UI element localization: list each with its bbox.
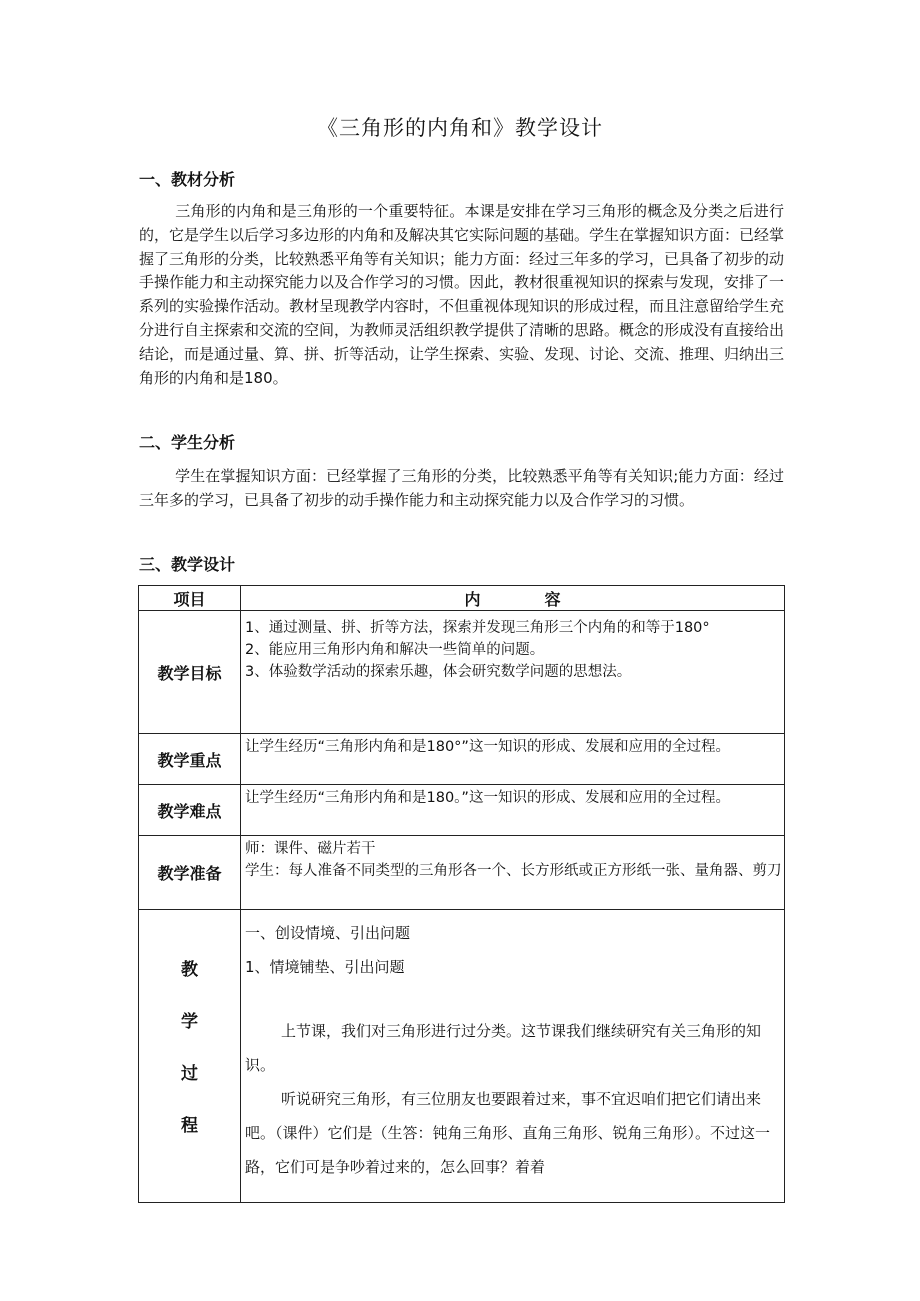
process-label-char: 过 xyxy=(181,1064,198,1084)
difficulty-text: 让学生经历“三角形内角和是180。”这一知识的形成、发展和应用的全过程。 xyxy=(245,790,730,806)
row-content-preparation xyxy=(241,836,785,910)
table-row xyxy=(139,734,785,785)
table-row xyxy=(139,910,785,1203)
preparation-line: 师：课件、磁片若干 xyxy=(245,841,376,857)
row-content-key-point xyxy=(241,734,785,785)
key-point-text: 让学生经历“三角形内角和是180°”这一知识的形成、发展和应用的全过程。 xyxy=(245,739,730,755)
row-label-preparation: 教学准备 xyxy=(139,836,241,910)
section-text-student-analysis xyxy=(139,465,784,513)
process-heading-2: 1、情境铺垫、引出问题 xyxy=(245,958,405,976)
objective-line: 2、能应用三角形内角和解决一些简单的问题。 xyxy=(245,642,545,658)
paragraph-text: 三角形的内角和是三角形的一个重要特征。本课是安排在学习三角形的概念及分类之后进行的，它是学生以后学习多边形的内角和及解决其它实际问题的基础。学生在掌握知识方面：已经掌握了三角形的分类，比较熟悉平角等有关知识；能力方面：经过三年多的学习，已具备了初步的动手操作能力和主动探究能力以及合作学习的习惯。因此，教材很重视知识的探索与发现，安排了一系列的实验操作活动。教材呈现教学内容时，不但重视体现知识的形成过程，而且注意留给学生充分进行自主探索和交流的空间，为教师灵活组织教学提供了清晰的思路。概念的形成没有直接给出结论，而是通过量、算、拼、折等活动，让学生探索、实验、发现、讨论、交流、推理、归纳出三角形的内角和是180。 xyxy=(139,202,785,387)
process-paragraph-text: 上节课，我们对三角形进行过分类。这节课我们继续研究有关三角形的知识。 xyxy=(245,1022,762,1074)
table-row xyxy=(139,836,785,910)
row-label-difficulty: 教学难点 xyxy=(139,785,241,836)
section-heading-teaching-design: 三、教学设计 xyxy=(139,555,236,574)
row-label-process xyxy=(139,910,241,1203)
process-paragraph xyxy=(245,1014,782,1082)
section-text-material-analysis xyxy=(139,200,784,390)
process-paragraph-text: 听说研究三角形，有三位朋友也要跟着过来，事不宜迟咱们把它们请出来吧。（课件）它们是（生答：钝角三角形、直角三角形、锐角三角形）。不过这一路，它们可是争吵着过来的，怎么回事？着着 xyxy=(245,1090,771,1176)
process-label-char: 教 xyxy=(181,960,198,980)
header-item: 项目 xyxy=(139,586,241,611)
process-heading-1: 一、创设情境、引出问题 xyxy=(245,924,411,942)
objective-line: 1、通过测量、拼、折等方法，探索并发现三角形三个内角的和等于180° xyxy=(245,620,710,636)
row-content-difficulty xyxy=(241,785,785,836)
process-label-char: 学 xyxy=(181,1012,198,1032)
table-row xyxy=(139,785,785,836)
header-content: 内 容 xyxy=(241,586,785,611)
objective-line: 3、体验数学活动的探索乐趣，体会研究数学问题的思想法。 xyxy=(245,664,632,680)
process-paragraph xyxy=(245,1082,782,1184)
document-title: 《三角形的内角和》教学设计 xyxy=(317,116,603,140)
preparation-line: 学生：每人准备不同类型的三角形各一个、长方形纸或正方形纸一张、量角器、剪刀 xyxy=(245,863,782,879)
section-heading-material-analysis: 一、教材分析 xyxy=(139,170,236,189)
table-row xyxy=(139,611,785,734)
teaching-design-table xyxy=(138,585,785,1203)
process-label-char: 程 xyxy=(181,1116,198,1136)
row-label-key-point: 教学重点 xyxy=(139,734,241,785)
paragraph-text: 学生在掌握知识方面：已经掌握了三角形的分类，比较熟悉平角等有关知识;能力方面：经过三年多的学习，已具备了初步的动手操作能力和主动探究能力以及合作学习的习惯。 xyxy=(139,467,784,509)
section-heading-student-analysis: 二、学生分析 xyxy=(139,433,236,452)
row-label-objectives: 教学目标 xyxy=(139,611,241,734)
table-header-row xyxy=(139,586,785,611)
row-content-objectives xyxy=(241,611,785,734)
row-content-process xyxy=(241,910,785,1203)
